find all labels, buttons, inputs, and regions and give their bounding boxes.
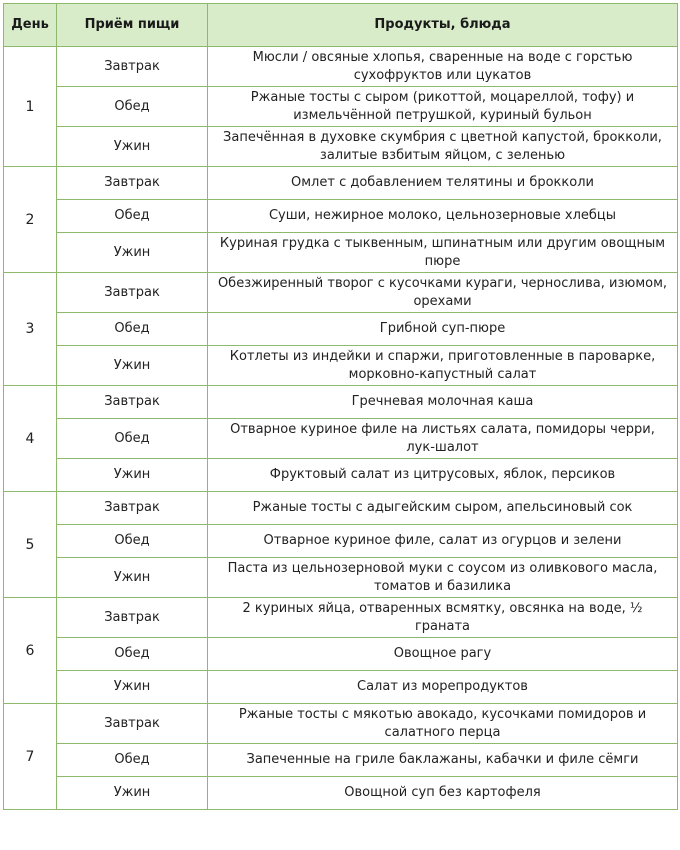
meal-food: Салат из морепродуктов bbox=[208, 671, 678, 704]
meal-food: Запеченные на гриле баклажаны, кабачки и филе сёмги bbox=[208, 744, 678, 777]
meal-food: Мюсли / овсяные хлопья, сваренные на воде с горстью сухофруктов или цукатов bbox=[208, 47, 678, 87]
header-food: Продукты, блюда bbox=[208, 4, 678, 47]
meal-plan-table bbox=[3, 3, 678, 810]
table-row bbox=[4, 638, 678, 671]
table-row bbox=[4, 558, 678, 598]
meal-food: Фруктовый салат из цитрусовых, яблок, персиков bbox=[208, 459, 678, 492]
table-row bbox=[4, 777, 678, 810]
meal-food: Котлеты из индейки и спаржи, приготовленные в пароварке, морковно-капустный салат bbox=[208, 346, 678, 386]
table-row bbox=[4, 459, 678, 492]
meal-name: Обед bbox=[57, 525, 208, 558]
table-row bbox=[4, 127, 678, 167]
meal-name: Завтрак bbox=[57, 273, 208, 313]
meal-name: Ужин bbox=[57, 233, 208, 273]
table-row bbox=[4, 273, 678, 313]
meal-name: Ужин bbox=[57, 346, 208, 386]
meal-name: Завтрак bbox=[57, 704, 208, 744]
meal-name: Завтрак bbox=[57, 598, 208, 638]
meal-name: Ужин bbox=[57, 558, 208, 598]
meal-food: 2 куриных яйца, отваренных всмятку, овсянка на воде, ½ граната bbox=[208, 598, 678, 638]
table-row bbox=[4, 346, 678, 386]
table-row bbox=[4, 704, 678, 744]
day-number: 6 bbox=[4, 598, 57, 704]
meal-food: Куриная грудка с тыквенным, шпинатным или другим овощным пюре bbox=[208, 233, 678, 273]
table-row bbox=[4, 313, 678, 346]
meal-name: Ужин bbox=[57, 777, 208, 810]
meal-name: Завтрак bbox=[57, 386, 208, 419]
meal-name: Ужин bbox=[57, 127, 208, 167]
day-number: 5 bbox=[4, 492, 57, 598]
meal-name: Обед bbox=[57, 200, 208, 233]
table-row bbox=[4, 47, 678, 87]
day-number: 2 bbox=[4, 167, 57, 273]
table-row bbox=[4, 671, 678, 704]
meal-food: Грибной суп-пюре bbox=[208, 313, 678, 346]
header-meal: Приём пищи bbox=[57, 4, 208, 47]
table-header-row bbox=[4, 4, 678, 47]
meal-name: Обед bbox=[57, 744, 208, 777]
meal-food: Отварное куриное филе на листьях салата, помидоры черри, лук-шалот bbox=[208, 419, 678, 459]
meal-food: Суши, нежирное молоко, цельнозерновые хлебцы bbox=[208, 200, 678, 233]
meal-name: Обед bbox=[57, 87, 208, 127]
meal-name: Ужин bbox=[57, 459, 208, 492]
day-number: 1 bbox=[4, 47, 57, 167]
day-number: 3 bbox=[4, 273, 57, 386]
table-row bbox=[4, 200, 678, 233]
meal-name: Завтрак bbox=[57, 47, 208, 87]
day-number: 4 bbox=[4, 386, 57, 492]
table-row bbox=[4, 492, 678, 525]
meal-food: Паста из цельнозерновой муки с соусом из оливкового масла, томатов и базилика bbox=[208, 558, 678, 598]
meal-name: Завтрак bbox=[57, 492, 208, 525]
meal-food: Отварное куриное филе, салат из огурцов и зелени bbox=[208, 525, 678, 558]
header-day: День bbox=[4, 4, 57, 47]
meal-food: Ржаные тосты с мякотью авокадо, кусочками помидоров и салатного перца bbox=[208, 704, 678, 744]
meal-food: Гречневая молочная каша bbox=[208, 386, 678, 419]
meal-food: Омлет с добавлением телятины и брокколи bbox=[208, 167, 678, 200]
meal-name: Завтрак bbox=[57, 167, 208, 200]
meal-food: Обезжиренный творог с кусочками кураги, чернослива, изюмом, орехами bbox=[208, 273, 678, 313]
table-row bbox=[4, 744, 678, 777]
day-number: 7 bbox=[4, 704, 57, 810]
table-row bbox=[4, 167, 678, 200]
meal-name: Обед bbox=[57, 419, 208, 459]
meal-name: Обед bbox=[57, 313, 208, 346]
table-row bbox=[4, 233, 678, 273]
table-body bbox=[4, 47, 678, 810]
table-row bbox=[4, 598, 678, 638]
meal-food: Ржаные тосты с адыгейским сыром, апельсиновый сок bbox=[208, 492, 678, 525]
meal-name: Ужин bbox=[57, 671, 208, 704]
meal-food: Овощной суп без картофеля bbox=[208, 777, 678, 810]
meal-food: Овощное рагу bbox=[208, 638, 678, 671]
table-row bbox=[4, 525, 678, 558]
meal-food: Ржаные тосты с сыром (рикоттой, моцареллой, тофу) и измельчённой петрушкой, куриный бульон bbox=[208, 87, 678, 127]
meal-food: Запечённая в духовке скумбрия с цветной капустой, брокколи, залитые взбитым яйцом, с зеленью bbox=[208, 127, 678, 167]
table-row bbox=[4, 386, 678, 419]
table-row bbox=[4, 419, 678, 459]
table-row bbox=[4, 87, 678, 127]
meal-name: Обед bbox=[57, 638, 208, 671]
